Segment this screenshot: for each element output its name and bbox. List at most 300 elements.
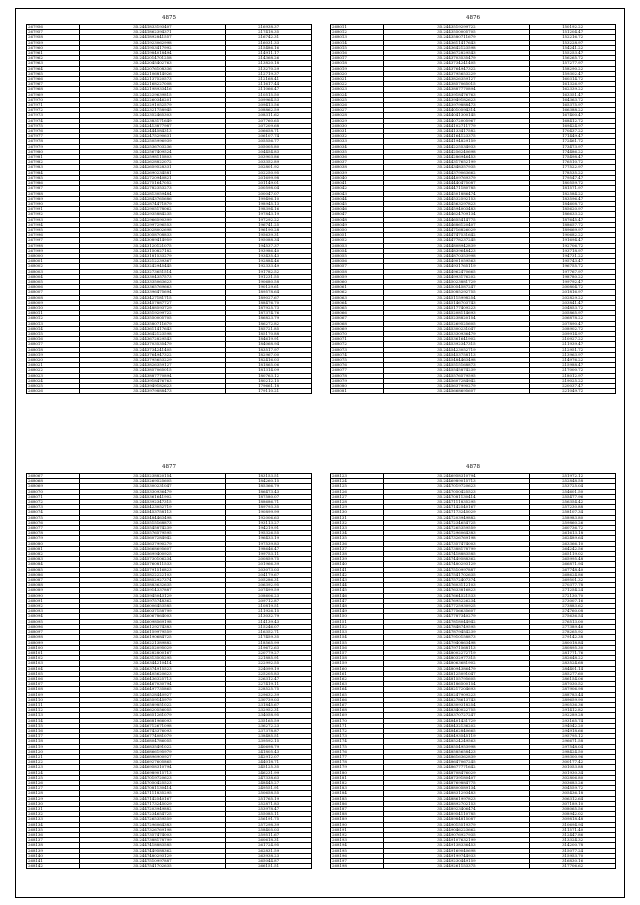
row-id-cell: 268141	[27, 859, 80, 864]
value-cell: 186823.79	[226, 316, 312, 321]
row-id-cell: 268158	[331, 656, 384, 661]
value-cell: 197767.97	[530, 269, 616, 274]
coordinate-cell: 35.2448432136202	[383, 723, 530, 728]
row-id-cell: 268166	[331, 697, 384, 702]
table-row	[27, 389, 312, 394]
row-id-cell: 268042	[331, 186, 384, 191]
value-cell: 191694.47	[530, 238, 616, 243]
coordinate-cell: 35.2446374915523	[79, 666, 226, 671]
value-cell: 205005.80	[226, 144, 312, 149]
row-id-cell: 268124	[331, 479, 384, 484]
row-id-cell: 268128	[27, 791, 80, 796]
row-id-cell: 268155	[331, 640, 384, 645]
row-id-cell: 267965	[27, 71, 80, 76]
row-id-cell: 268048	[331, 217, 384, 222]
coordinate-cell: 35.2441953417992	[79, 45, 226, 50]
coordinate-cell: 35.2448340022755	[383, 708, 530, 713]
row-id-cell: 268176	[331, 749, 384, 754]
row-id-cell: 268188	[331, 812, 384, 817]
value-cell: 168412.72	[530, 118, 616, 123]
coordinate-cell: 35.2447173245029	[383, 510, 530, 515]
coordinate-cell: 35.2447142540167	[79, 796, 226, 801]
coordinate-cell: 35.2447848749595	[383, 624, 530, 629]
value-cell: 187580.07	[226, 494, 312, 499]
row-id-cell: 268007	[27, 290, 80, 295]
row-id-cell: 268131	[331, 515, 384, 520]
coordinate-cell: 35.2443089414959	[79, 238, 226, 243]
coordinate-cell: 35.2445515168873	[383, 363, 530, 368]
coordinate-cell: 35.2447910158873	[383, 635, 530, 640]
coordinate-cell: 35.2448125091047	[383, 671, 530, 676]
value-cell: 235165.59	[226, 718, 312, 723]
value-cell: 183153.51	[226, 474, 312, 479]
coordinate-cell: 35.2443764947322	[79, 352, 226, 357]
value-cell: 286154.06	[530, 676, 616, 681]
row-id-cell: 267971	[27, 103, 80, 108]
coordinate-cell: 35.2447480293129	[383, 562, 530, 567]
value-cell: 198945.13	[226, 201, 312, 206]
coordinate-cell: 35.2448063681902	[383, 661, 530, 666]
row-id-cell: 268024	[27, 378, 80, 383]
coordinate-cell: 35.2447296064383	[383, 531, 530, 536]
value-cell: 254601.50	[530, 489, 616, 494]
row-id-cell: 268022	[27, 368, 80, 373]
value-cell: 216352.71	[226, 630, 312, 635]
coordinate-cell: 35.2442935884235	[79, 212, 226, 217]
value-cell: 277389.46	[530, 624, 616, 629]
row-id-cell: 267995	[27, 227, 80, 232]
row-id-cell: 268134	[27, 822, 80, 827]
row-id-cell: 268103	[27, 661, 80, 666]
row-id-cell: 268019	[27, 352, 80, 357]
row-id-cell: 268139	[27, 848, 80, 853]
row-id-cell: 268021	[27, 363, 80, 368]
coordinate-cell: 35.2445146703743	[383, 300, 530, 305]
coordinate-cell: 35.2443672829543	[383, 51, 530, 56]
value-cell: 274760.08	[530, 609, 616, 614]
coordinate-cell: 35.2443949182623	[383, 97, 530, 102]
coordinate-cell: 35.2447787340279	[383, 614, 530, 619]
row-id-cell: 268092	[27, 604, 80, 609]
value-cell: 285277.60	[530, 671, 616, 676]
coordinate-cell: 35.2445361641902	[79, 494, 226, 499]
value-cell: 240698.79	[226, 744, 312, 749]
coordinate-cell: 35.2442137520573	[79, 77, 226, 82]
row-id-cell: 268077	[331, 368, 384, 373]
coordinate-cell: 35.2441984018494	[79, 51, 226, 56]
row-id-cell: 268094	[27, 614, 80, 619]
coordinate-cell: 35.2444624709134	[383, 212, 530, 217]
value-cell: 159302.47	[530, 71, 616, 76]
value-cell: 189578.64	[226, 290, 312, 295]
row-id-cell: 267984	[27, 170, 80, 175]
value-cell: 272130.70	[530, 593, 616, 598]
coordinate-cell: 35.2447480293129	[79, 853, 226, 858]
coordinate-cell: 35.2442813059484	[79, 191, 226, 196]
row-id-cell: 267974	[27, 118, 80, 123]
row-id-cell: 268112	[27, 708, 80, 713]
row-id-cell: 268019	[331, 66, 384, 71]
value-cell: 287030.52	[530, 682, 616, 687]
value-cell: 219025.22	[530, 378, 616, 383]
value-cell: 173473.97	[530, 144, 616, 149]
coordinate-cell: 35.2447603112103	[383, 583, 530, 588]
row-id-cell: 268121	[27, 754, 80, 759]
row-id-cell: 268053	[331, 243, 384, 248]
value-cell: 222992.55	[226, 661, 312, 666]
coordinate-cell: 35.2443304357573	[79, 274, 226, 279]
value-cell: 203903.86	[226, 155, 312, 160]
coordinate-cell: 35.2443611417643	[79, 326, 226, 331]
value-cell: 204454.83	[226, 149, 312, 154]
row-id-cell: 268110	[27, 697, 80, 702]
row-id-cell: 268068	[27, 479, 80, 484]
coordinate-cell: 35.2447111835295	[79, 791, 226, 796]
coordinate-cell: 35.2444440475087	[383, 181, 530, 186]
table-title: 4876	[466, 15, 480, 21]
row-id-cell: 267999	[27, 248, 80, 253]
value-cell: 303683.26	[530, 780, 616, 785]
coordinate-cell: 35.2445238820154	[79, 474, 226, 479]
row-id-cell: 268009	[27, 300, 80, 305]
row-id-cell: 268127	[27, 786, 80, 791]
coordinate-cell: 35.2445300231047	[383, 326, 530, 331]
coordinate-cell: 35.2444808942839	[383, 243, 530, 248]
row-id-cell: 268181	[331, 775, 384, 780]
value-cell: 273883.62	[530, 604, 616, 609]
coordinate-cell: 35.2446129274383	[79, 624, 226, 629]
value-cell: 210515.50	[226, 92, 312, 97]
row-id-cell: 267972	[27, 108, 80, 113]
row-id-cell: 268148	[331, 604, 384, 609]
value-cell: 213963.97	[530, 352, 616, 357]
coordinate-cell: 35.2445760811533	[79, 562, 226, 567]
coordinate-cell: 35.2443365769663	[79, 285, 226, 290]
value-cell: 201149.01	[226, 181, 312, 186]
value-cell: 278265.92	[530, 630, 616, 635]
value-cell: 170437.22	[530, 129, 616, 134]
value-cell: 179661.18	[226, 384, 312, 389]
value-cell: 206658.71	[226, 129, 312, 134]
row-id-cell: 268051	[331, 233, 384, 238]
coordinate-cell: 35.2442475290631	[79, 134, 226, 139]
row-id-cell: 268075	[331, 358, 384, 363]
coordinate-cell: 35.2449107632199	[383, 838, 530, 843]
value-cell: 182967.00	[226, 352, 312, 357]
coordinate-cell: 35.2445668695607	[383, 389, 530, 394]
row-id-cell: 268196	[331, 853, 384, 858]
row-id-cell: 268002	[27, 264, 80, 269]
value-cell: 160314.72	[530, 77, 616, 82]
coordinate-cell: 35.2446190684725	[79, 635, 226, 640]
coordinate-cell: 35.2448309318254	[383, 702, 530, 707]
row-id-cell: 268164	[331, 687, 384, 692]
row-id-cell: 268003	[27, 269, 80, 274]
row-id-cell: 267960	[27, 45, 80, 50]
row-id-cell: 268178	[331, 760, 384, 765]
row-id-cell: 268192	[331, 833, 384, 838]
row-id-cell: 268010	[27, 305, 80, 310]
value-cell: 198394.16	[226, 207, 312, 212]
coordinate-cell: 35.2443120121075	[79, 243, 226, 248]
coordinate-cell: 35.2446528440927	[79, 692, 226, 697]
value-cell: 263366.10	[530, 541, 616, 546]
row-id-cell: 268047	[331, 212, 384, 217]
coordinate-cell: 35.2443611417643	[383, 40, 530, 45]
value-cell: 256354.42	[530, 500, 616, 505]
value-cell: 183596.47	[530, 196, 616, 201]
value-cell: 209413.56	[226, 103, 312, 108]
row-id-cell: 268113	[27, 713, 80, 718]
coordinate-cell: 35.2445023881729	[383, 279, 530, 284]
row-id-cell: 268096	[27, 624, 80, 629]
coordinate-cell: 35.2447541702635	[383, 572, 530, 577]
row-id-cell: 268149	[331, 609, 384, 614]
value-cell: 202250.95	[226, 170, 312, 175]
row-id-cell: 268081	[27, 546, 80, 551]
value-cell: 196433.19	[226, 536, 312, 541]
coordinate-cell: 35.2442260346201	[79, 97, 226, 102]
row-id-cell: 268030	[331, 123, 384, 128]
row-id-cell: 268037	[331, 160, 384, 165]
value-cell: 186473.43	[226, 489, 312, 494]
value-cell: 315077.24	[530, 848, 616, 853]
value-cell: 264242.56	[530, 546, 616, 551]
coordinate-cell: 35.2446989015713	[383, 479, 530, 484]
row-id-cell: 268011	[27, 311, 80, 316]
row-id-cell: 268104	[27, 666, 80, 671]
value-cell: 267748.40	[530, 567, 616, 572]
coordinate-cell: 35.2444901059563	[383, 259, 530, 264]
coordinate-cell: 35.2445576579595	[79, 531, 226, 536]
coordinate-cell: 35.2442321758945	[79, 108, 226, 113]
value-cell: 298424.50	[530, 749, 616, 754]
coordinate-cell: 35.2443918476763	[79, 378, 226, 383]
row-id-cell: 268187	[331, 807, 384, 812]
coordinate-cell: 35.2442567409524	[79, 149, 226, 154]
value-cell: 189027.67	[226, 295, 312, 300]
coordinate-cell: 35.2443795653229	[383, 71, 530, 76]
row-id-cell: 268088	[27, 583, 80, 588]
value-cell: 198780.22	[530, 274, 616, 279]
row-id-cell: 268020	[27, 358, 80, 363]
value-cell: 205556.77	[226, 139, 312, 144]
value-cell: 155253.47	[530, 51, 616, 56]
row-id-cell: 268083	[27, 557, 80, 562]
coordinate-cell: 35.2447326769198	[383, 536, 530, 541]
coordinate-cell: 35.2445637990279	[383, 384, 530, 389]
coordinate-cell: 35.2447019720623	[79, 775, 226, 780]
value-cell: 213032.79	[226, 614, 312, 619]
coordinate-cell: 35.2448524249563	[383, 739, 530, 744]
value-cell: 187374.76	[226, 311, 312, 316]
row-id-cell: 268073	[27, 505, 80, 510]
value-cell: 188657.72	[530, 222, 616, 227]
coordinate-cell: 35.2444962470665	[383, 269, 530, 274]
row-id-cell: 268061	[331, 285, 384, 290]
row-id-cell: 268161	[331, 671, 384, 676]
coordinate-cell: 35.2445914337887	[79, 588, 226, 593]
row-id-cell: 268034	[331, 144, 384, 149]
value-cell: 208862.59	[226, 108, 312, 113]
row-id-cell: 268107	[27, 682, 80, 687]
value-cell: 206392.95	[226, 583, 312, 588]
coordinate-cell: 35.2443672829543	[79, 337, 226, 342]
coordinate-cell: 35.2443242945445	[79, 264, 226, 269]
value-cell: 184260.15	[226, 479, 312, 484]
coordinate-cell: 35.2445883632635	[79, 583, 226, 588]
coordinate-cell: 35.2448462840665	[383, 728, 530, 733]
value-cell: 215246.07	[226, 624, 312, 629]
coordinate-cell: 35.2445115998254	[383, 295, 530, 300]
coordinate-cell: 35.2444716826029	[383, 227, 530, 232]
coordinate-cell: 35.2446927605865	[79, 760, 226, 765]
value-cell: 231845.67	[226, 702, 312, 707]
value-cell: 273007.16	[530, 598, 616, 603]
row-id-cell: 268071	[27, 494, 80, 499]
row-id-cell: 267956	[27, 25, 80, 30]
coordinate-cell: 35.2442229639815	[79, 92, 226, 97]
row-id-cell: 268118	[27, 739, 80, 744]
row-id-cell: 268198	[331, 864, 384, 869]
coordinate-cell: 35.2442782353273	[79, 186, 226, 191]
value-cell: 221049.72	[530, 389, 616, 394]
coordinate-cell: 35.2445576579595	[383, 373, 530, 378]
value-cell: 195743.47	[530, 259, 616, 264]
row-id-cell: 268086	[27, 572, 80, 577]
value-cell: 252871.83	[226, 801, 312, 806]
coordinate-cell: 35.2444379063662	[383, 170, 530, 175]
value-cell: 180559.72	[530, 181, 616, 186]
coordinate-cell: 35.2444655414775	[383, 217, 530, 222]
coordinate-cell: 35.2447142540167	[383, 505, 530, 510]
value-cell: 217459.35	[226, 635, 312, 640]
value-cell: 306312.64	[530, 796, 616, 801]
value-cell: 275636.54	[530, 614, 616, 619]
coordinate-cell: 35.2447664521533	[383, 593, 530, 598]
value-cell: 172461.72	[530, 139, 616, 144]
coordinate-cell: 35.2447050425523	[79, 780, 226, 785]
coordinate-cell: 35.2442383171649	[79, 118, 226, 123]
value-cell: 287906.98	[530, 687, 616, 692]
coordinate-cell: 35.2442045402763	[79, 61, 226, 66]
row-id-cell: 268089	[27, 588, 80, 593]
coordinate-cell: 35.2444778237245	[383, 238, 530, 243]
coordinate-cell: 35.2445852927374	[79, 578, 226, 583]
row-id-cell: 268135	[331, 536, 384, 541]
row-id-cell: 268173	[331, 734, 384, 739]
row-id-cell: 268135	[27, 827, 80, 832]
value-cell: 300177.42	[530, 760, 616, 765]
coordinate-cell: 35.2442076108336	[79, 66, 226, 71]
value-cell: 280895.30	[530, 645, 616, 650]
coordinate-cell: 35.2443580711679	[383, 35, 530, 40]
value-cell: 175498.47	[530, 155, 616, 160]
value-cell: 198646.47	[226, 546, 312, 551]
coordinate-cell: 35.2441892841557	[79, 35, 226, 40]
row-id-cell: 268128	[331, 500, 384, 505]
coordinate-cell: 35.2446497735865	[79, 687, 226, 692]
value-cell: 253725.04	[530, 484, 616, 489]
row-id-cell: 268177	[331, 754, 384, 759]
row-id-cell: 268059	[331, 274, 384, 279]
row-id-cell: 268145	[331, 588, 384, 593]
value-cell: 186633.22	[530, 212, 616, 217]
value-cell: 208902.72	[530, 326, 616, 331]
coordinate-cell: 35.2448861997823	[383, 796, 530, 801]
coordinate-cell: 35.2444102711779	[383, 123, 530, 128]
coordinate-cell: 35.2443826359127	[383, 77, 530, 82]
coordinate-cell: 35.2449261153375	[383, 864, 530, 869]
row-id-cell: 268000	[27, 253, 80, 258]
coordinate-cell: 35.2445330936479	[79, 489, 226, 494]
value-cell: 201816.97	[530, 290, 616, 295]
coordinate-cell: 35.2442352465303	[79, 113, 226, 118]
row-id-cell: 268186	[331, 801, 384, 806]
row-id-cell: 268028	[331, 113, 384, 118]
row-id-cell: 268147	[331, 598, 384, 603]
value-cell: 252848.58	[530, 479, 616, 484]
row-id-cell: 267994	[27, 222, 80, 227]
row-id-cell: 268140	[27, 853, 80, 858]
value-cell: 313324.32	[530, 838, 616, 843]
coordinate-cell: 35.2443519299722	[383, 25, 530, 30]
row-id-cell: 268167	[331, 702, 384, 707]
row-id-cell: 268183	[331, 786, 384, 791]
row-id-cell: 267976	[27, 129, 80, 134]
coordinate-cell: 35.2443734241405	[79, 347, 226, 352]
row-id-cell: 268130	[331, 510, 384, 515]
row-id-cell: 268056	[331, 259, 384, 264]
value-cell: 251972.12	[530, 474, 616, 479]
row-id-cell: 267986	[27, 181, 80, 186]
value-cell: 203841.47	[530, 300, 616, 305]
row-id-cell: 268125	[331, 484, 384, 489]
coordinate-cell: 35.2446774081079	[79, 734, 226, 739]
coordinate-cell: 35.2448554953998	[383, 744, 530, 749]
row-id-cell: 267991	[27, 207, 80, 212]
value-cell: 265044.87	[226, 859, 312, 864]
document-page	[15, 8, 625, 898]
value-cell: 203352.89	[226, 160, 312, 165]
coordinate-cell: 35.2447388178799	[79, 838, 226, 843]
coordinate-cell: 35.2443642123598	[383, 45, 530, 50]
coordinate-cell: 35.2446282800167	[79, 650, 226, 655]
row-id-cell: 268136	[27, 833, 80, 838]
coordinate-cell: 35.2446681966093	[79, 718, 226, 723]
row-id-cell: 268120	[27, 749, 80, 754]
row-id-cell: 268140	[331, 562, 384, 567]
row-id-cell: 267968	[27, 87, 80, 92]
value-cell: 164363.72	[530, 97, 616, 102]
row-id-cell: 268076	[27, 520, 80, 525]
value-cell: 199496.10	[226, 196, 312, 201]
row-id-cell: 268130	[27, 801, 80, 806]
value-cell: 266151.51	[226, 864, 312, 869]
coordinate-cell: 35.2448094386479	[383, 666, 530, 671]
coordinate-cell: 35.2447818044942	[383, 619, 530, 624]
row-id-cell: 268040	[331, 175, 384, 180]
row-id-cell: 268023	[27, 373, 80, 378]
value-cell: 192333.49	[226, 264, 312, 269]
value-cell: 190680.58	[226, 279, 312, 284]
row-id-cell: 268116	[27, 728, 80, 733]
row-id-cell: 268170	[331, 718, 384, 723]
value-cell: 213270.29	[226, 66, 312, 71]
row-id-cell: 268182	[331, 780, 384, 785]
value-cell: 301053.88	[530, 765, 616, 770]
value-cell: 259860.26	[530, 520, 616, 525]
